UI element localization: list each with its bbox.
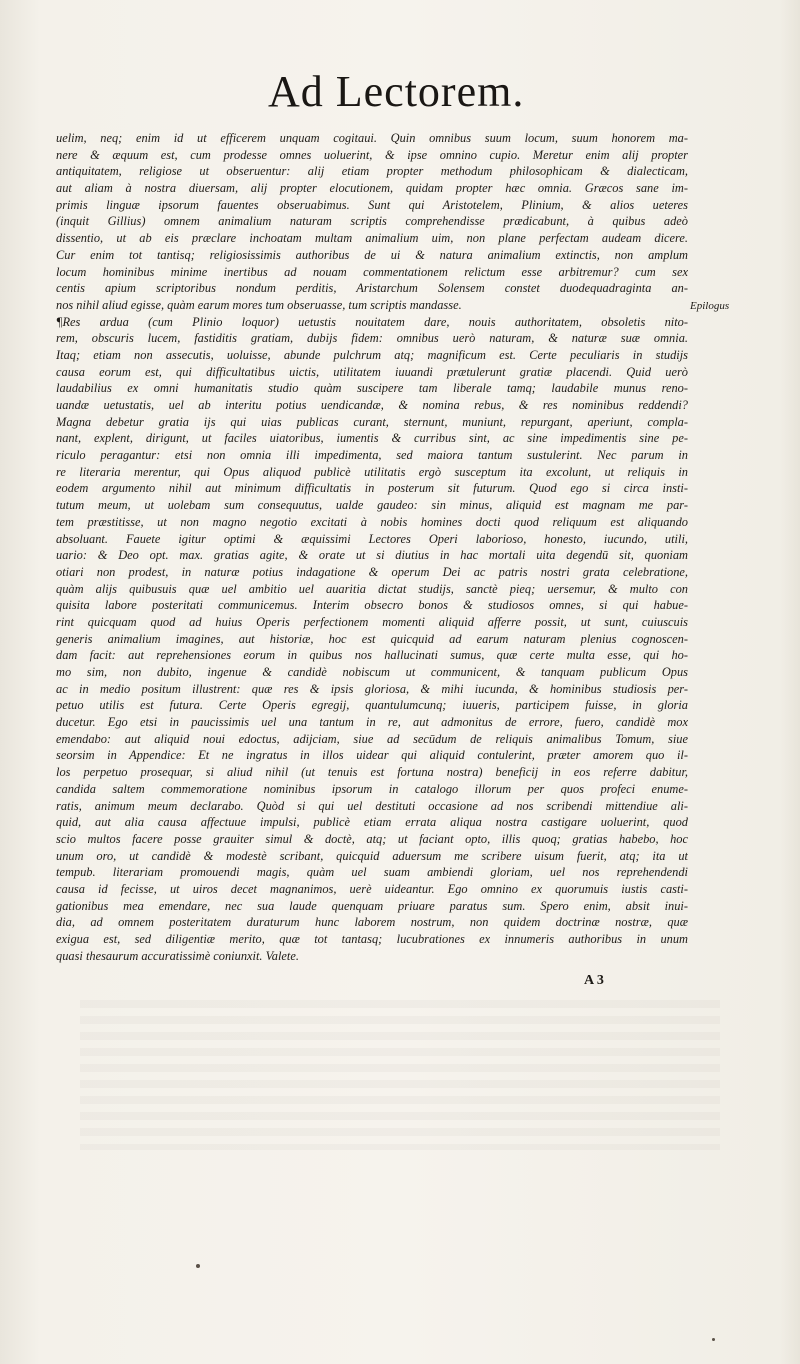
text-line: dissentio, ut ab eis præclare inchoatam multam animalium uim, non plane perfectam audeam dicere.: [56, 231, 688, 246]
text-line: quid, aut alia causa affectuue impulsi, publicè etiam errata aliqua nostra castigare uoluerint, quod: [56, 815, 688, 830]
text-block: [56, 130, 688, 964]
text-line: absoluant. Fauete igitur optimi & æquissimi Lectores Operi laborioso, honesto, iucundo, utili,: [56, 531, 688, 546]
text-line: nere & æquum est, cum prodesse omnes uoluerint, & ipse omnino cupio. Meretur enim alij propter: [56, 147, 688, 162]
text-line: emendabo: aut aliquid noui edoctus, adijciam, siue ad secūdum de reliquis animalibus Tomum, siue: [56, 731, 688, 746]
text-line: uelim, neq; enim id ut efficerem unquam cogitaui. Quin omnibus suum locum, suum honorem ma-: [56, 131, 688, 145]
text-line: mo sim, non dubito, ingenue & candidè nobiscum ut communicent, & tanquam publicum Opus: [56, 665, 688, 679]
text-line: rint quicquam quod ad huius Operis perfectionem momenti aliquid afferre possit, ut sunt, cuiuscuis: [56, 614, 688, 629]
ink-speck: [196, 1264, 200, 1268]
text-line: Magna debetur gratia ijs qui uias publicas curant, sternunt, muniunt, repurgant, aperiunt, compla-: [56, 414, 688, 429]
text-line: tempub. literariam promouendi magis, quàm uel suam ambiendi gloriam, uel nos reprehendendi: [56, 865, 688, 880]
text-line: tutum meum, ut uolebam sum consequutus, ualde gaudeo: sin minus, aliquid est magnam me par-: [56, 498, 688, 513]
text-line: ratis, animum meum declarabo. Quòd si qui uel destituti occasione ad nos scribendi mittendiue ali-: [56, 798, 688, 813]
text-line: scio multos facere posse grauiter simul & doctè, atq; ut faciant opto, illis quoq; gratias habebo, hoc: [56, 831, 688, 846]
text-line: centis apium scriptoribus nondum perditis, Aristarchum Solensem constet duodequadraginta an-: [56, 281, 688, 296]
text-line: nos nihil aliud egisse, quàm earum mores tum obseruasse, tum scriptis mandasse.: [56, 297, 462, 312]
text-line: petuo utilis est futura. Certe Operis egregij, quantulumcunq; iuueris, participem fuisse, in gloria: [56, 698, 688, 713]
text-line: (inquit Gillius) omnem animalium naturam scriptis comprehendisse prædicabunt, à quibus adeò: [56, 214, 688, 229]
text-line: rem, obscuris lucem, fastiditis gratiam, dubijs fidem: omnibus uerò naturam, & naturæ suæ omnia.: [56, 331, 688, 346]
text-line: ac in medio positum illustrent: quæ res & ipsis gloriosa, & mihi iucunda, & hominibus studiosis per-: [56, 681, 688, 696]
text-line: uario: & Deo opt. max. gratias agite, & orate ut si diutius in hac mortali uita degendū sit, quoniam: [56, 548, 688, 563]
text-line: Itaq; etiam non assecutis, uoluisse, abunde pulchrum atq; magnificum est. Certe peculiaris in studijs: [56, 347, 688, 362]
text-line: candida saltem commemoratione nominibus ipsorum in catalogo illorum per quos profeci enume-: [56, 781, 688, 796]
text-line: uandæ uetustatis, uel ab interitu potius uendicandæ, & nomina rebus, & res nominibus reddendi?: [56, 398, 688, 412]
text-line: ducetur. Ego etsi in paucissimis uel una tantum in re, aut admonitus de errore, fuero, candidè mox: [56, 715, 688, 730]
text-line: causa eorum est, qui difficultatibus uictis, utilitatem iuuandi prætulerunt gratiæ placendi. Quid uerò: [56, 364, 688, 379]
text-line: unum oro, ut candidè & modestè scribant, quicquid aduersum me scribere uisum fuerit, atq; ita ut: [56, 848, 688, 863]
text-line: exigua est, sed diligentiæ merito, quæ tot tantasq; lucubrationes ex innumeris authoribus in unum: [56, 932, 688, 946]
page-title: Ad Lectorem.: [268, 67, 525, 116]
text-line: seorsim in Appendice: Et ne ingratus in illos uidear qui aliquid contulerint, præter amorem quo il-: [56, 748, 688, 763]
text-line: Cur enim tot tantisq; religiosissimis authoribus de ui & natura animalium extinctis, non amplum: [56, 247, 688, 262]
text-line: quàm alijs quibusuis quæ uel ambitio uel auaritia dictat studijs, sanctè pieq; uersemur, & multo con: [56, 581, 688, 596]
text-line: riculo peragantur: etsi non omnia illi impedimenta, sed maiora tantum sustulerint. Nec parum in: [56, 448, 688, 463]
ink-speck: [712, 1338, 715, 1341]
text-line: nant, explent, dirigunt, ut faciles uiatoribus, iumentis & curribus sint, ac sine impedimentis sine pe-: [56, 431, 688, 446]
text-line: otiari non prodest, in naturæ potius indagatione & operum Dei ac patris nostri grata celebratione,: [56, 564, 688, 579]
text-line: laudabilius ex omni humanitatis studio quàm suscipere tam liberale tamq; laudabile munus reno-: [56, 381, 688, 396]
text-line: locum hominibus minime inertibus ad nouam commentationem relictum esse arbitremur? cum sex: [56, 264, 688, 279]
text-line: dam facit: aut reprehensiones eorum in quibus nos hallucinati sumus, quæ certe multa esse, qui ho-: [56, 648, 688, 663]
text-line: dia, ad omnem posteritatem duraturum hunc laborem nostrum, non quidem doctrinæ nostræ, quæ: [56, 915, 688, 930]
text-line: quasi thesaurum accuratissimè coniunxit. Valete.: [56, 948, 299, 963]
text-line: aut aliam à nostra diuersam, alij propter elocutionem, quidam propter hæc omnia. Græcos sane im-: [56, 181, 688, 196]
show-through-text: [80, 1000, 720, 1150]
text-line: ¶Res ardua (cum Plinio loquor) uetustis nouitatem dare, nouis authoritatem, obsoletis nito-: [56, 314, 688, 329]
margin-note: Epilogus: [690, 300, 730, 312]
text-line: primis linguæ ipsorum fauentes obseruabimus. Sunt qui Aristotelem, Plinium, & alios ueteres: [56, 197, 688, 212]
text-line: gationibus mea emendare, nec sua laude quenquam priuare paratus sum. Spero enim, absit inui-: [56, 898, 688, 913]
text-line: los perpetuo prosequar, si aliud nihil (ut tenuis est fortuna nostra) beneficij in eos referre dabitur,: [56, 765, 688, 780]
signature-mark: A 3: [584, 973, 604, 988]
text-line: generis animalium imagines, aut historiæ, hoc est quicquid ad earum naturam plenius cognoscen-: [56, 631, 688, 646]
text-line: quisita labore posteritati communicemus. Interim obsecro bonos & studiosos omnes, si qui habue-: [56, 598, 688, 613]
text-line: antiquitatem, religiose ut obseruentur: alij etiam propter methodum philosophicam & dialecticam,: [56, 164, 688, 179]
text-line: tem præstitisse, ut non magno negotio excitati à nobis homines docti quod reliquum est aliquando: [56, 514, 688, 529]
text-line: re literaria merentur, qui Opus aliquod publicè utilitatis ergò susceptum ita excolunt, ut reliquis in: [56, 464, 688, 479]
text-line: eodem argumento nihil aut minimum difficultatis in posterum sit futurum. Quod ego si circa insti-: [56, 481, 688, 496]
text-line: causa id fecisse, ut uiros decet magnanimos, uerè uideantur. Ego omnino ex quorumuis iustis casti-: [56, 881, 688, 896]
